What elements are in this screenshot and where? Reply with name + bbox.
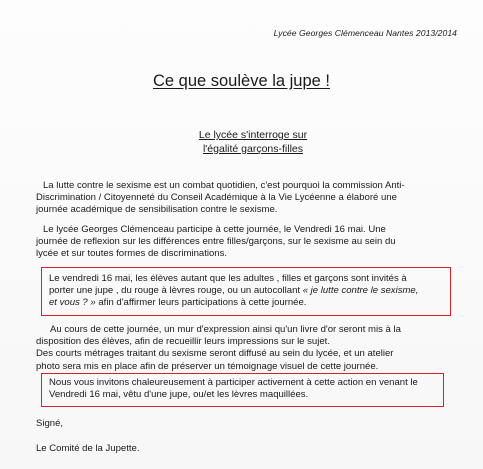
paragraph-line: Des courts métrages traitant du sexisme seront diffusé au sein du lycée, et un atelier: [36, 348, 394, 360]
paragraph-line: disposition des élèves, afin de recueillir leurs impressions sur le sujet.: [36, 336, 330, 348]
paragraph-activities: [36, 324, 401, 373]
highlight-box-call-to-action: [41, 373, 444, 407]
paragraph-text: afin d'affirmer leurs participations à cette journée.: [95, 297, 307, 309]
paragraph-call-to-action: [49, 377, 443, 401]
paragraph-line: Nous vous invitons chaleureusement à participer activement à cette action en venant le: [49, 377, 418, 388]
paragraph-line: Vendredi 16 mai, vêtu d'une jupe, ou/et les lèvres maquillées.: [49, 389, 309, 401]
signature-signed: Signé,: [36, 418, 64, 429]
signature-committee: Le Comité de la Jupette.: [36, 443, 140, 454]
subtitle-line-2: l'égalité garçons-filles: [202, 143, 304, 155]
subtitle: [178, 128, 328, 156]
paragraph-participation: [36, 224, 396, 261]
paragraph-line: Au cours de cette journée, un mur d'expression ainsi qu'un livre d'or seront mis à la: [50, 324, 401, 335]
paragraph-line: [49, 285, 450, 297]
document-header: Lycée Georges Clémenceau Nantes 2013/2014: [273, 28, 457, 38]
paragraph-line: photo sera mis en place afin de préserver un témoignage visuel de cette journée.: [36, 360, 379, 372]
paragraph-text: porter une jupe , du rouge à lèvres rouge, ou un autocollant: [49, 285, 303, 297]
page-title: Ce que soulève la jupe !: [152, 72, 331, 90]
subtitle-line-1: Le lycée s'interroge sur: [198, 129, 308, 141]
paragraph-line: Le vendredi 16 mai, les élèves autant que les adultes , filles et garçons sont invités à: [49, 273, 407, 284]
slogan-text: et vous ? »: [49, 297, 96, 309]
paragraph-line: Discrimination / Citoyenneté du Conseil Académique à la Vie Lycéenne a élaboré une: [36, 192, 397, 204]
paragraph-invitation: [49, 273, 450, 310]
paragraph-line: [49, 297, 450, 309]
paragraph-line: Le lycée Georges Clémenceau participe à cette journée, le Vendredi 16 mai. Une: [43, 224, 386, 235]
paragraph-intro: [36, 180, 405, 217]
slogan-text: « je lutte contre le sexisme,: [302, 285, 419, 297]
paragraph-line: lycée et sur toutes formes de discriminations.: [36, 248, 228, 260]
highlight-box-invitation: [41, 267, 451, 316]
paragraph-line: journée de reflexion sur les différences entre filles/garçons, sur le sexisme au sein du: [36, 236, 396, 248]
paragraph-line: journée académique de sensibilisation contre le sexisme.: [36, 204, 278, 216]
paragraph-line: La lutte contre le sexisme est un combat quotidien, c'est pourquoi la commission Anti-: [43, 180, 405, 191]
